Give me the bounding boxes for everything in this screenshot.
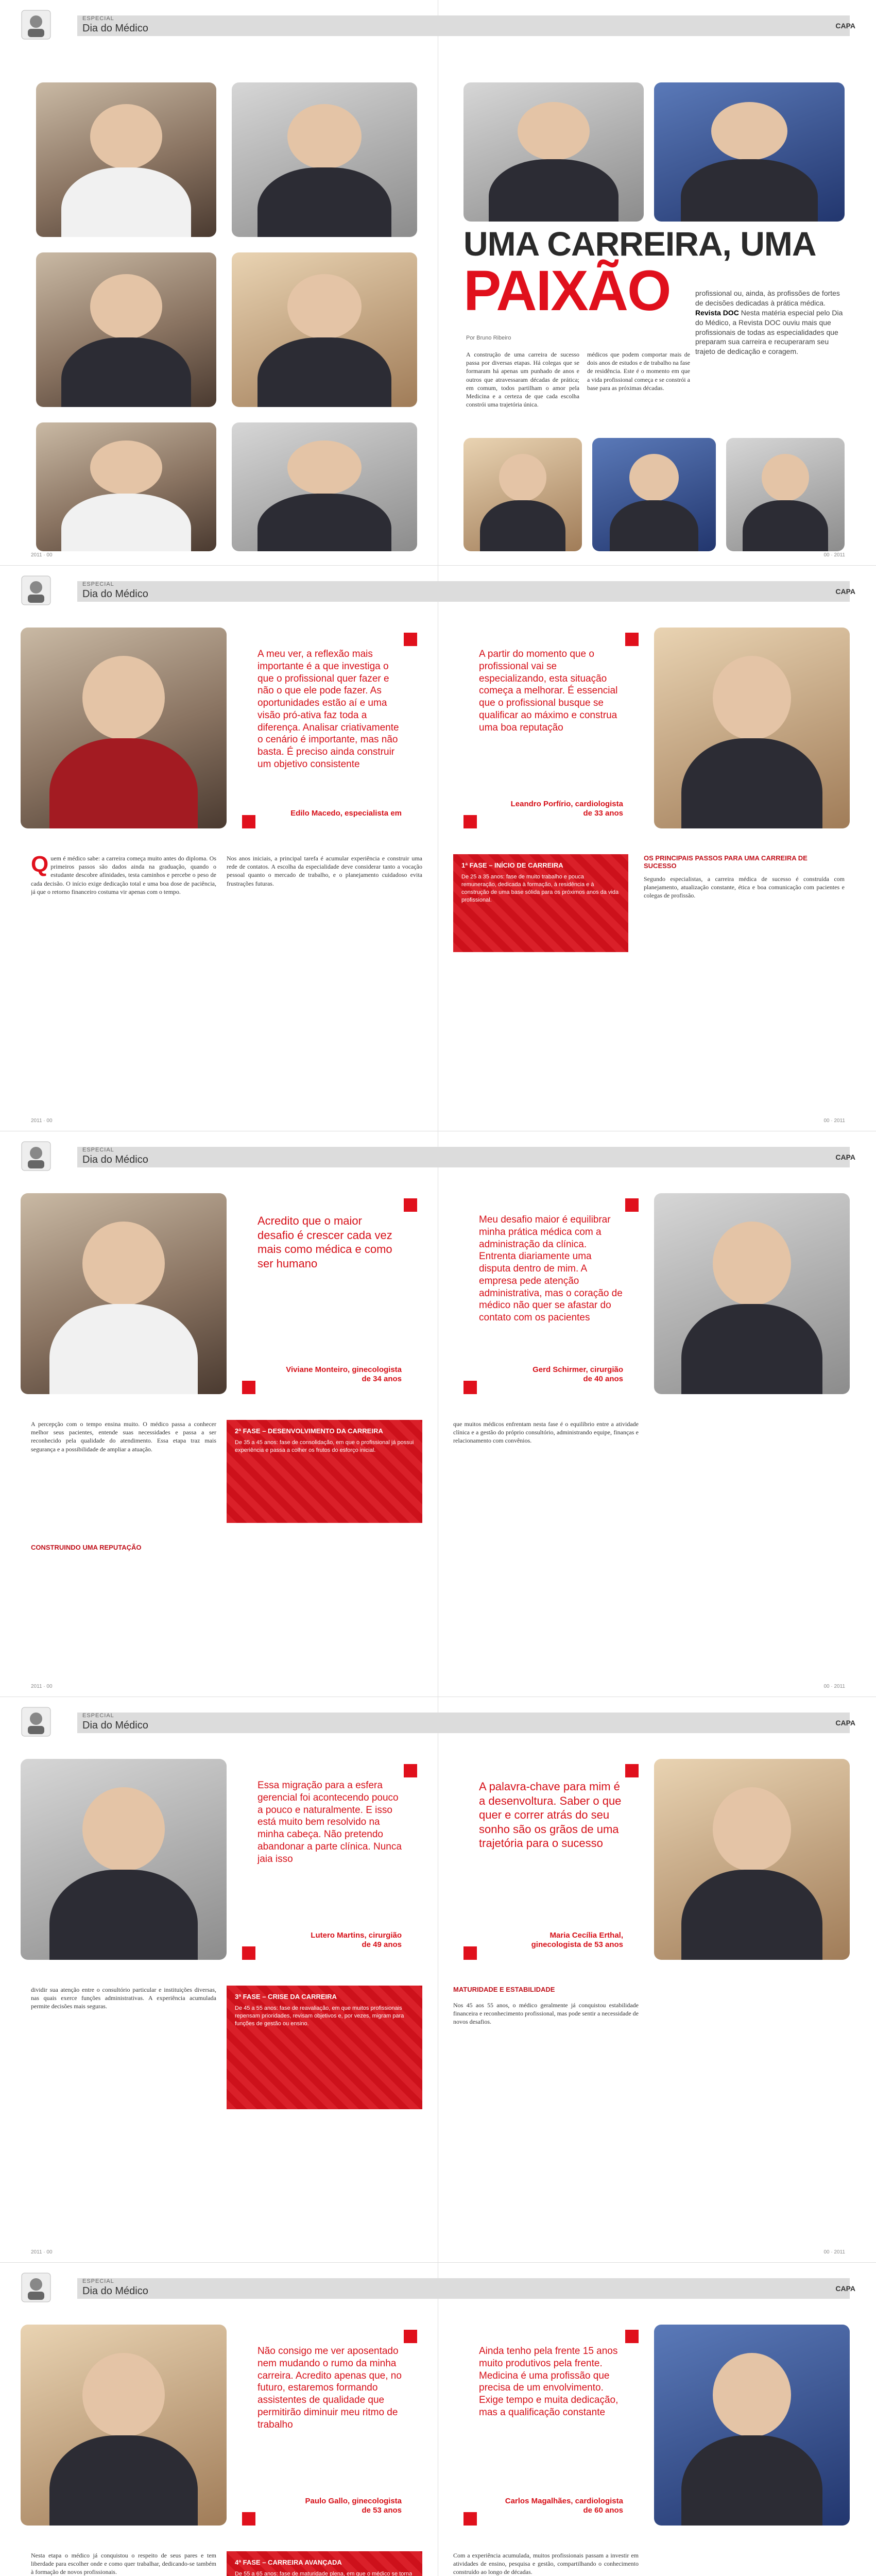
article-column: Com a experiência acumulada, muitos profissionais passam a investir em atividades de ensino, pesquisa e gestão, compartilhando o conhecimento construído ao longo de décadas. bbox=[453, 2552, 639, 2576]
header-kicker: ESPECIAL bbox=[82, 2278, 114, 2284]
portrait-photo bbox=[654, 1759, 850, 1960]
intro-part-a: profissional ou, ainda, às profissões de fortes de decisões dedicadas à prática médica. bbox=[695, 289, 840, 307]
section-subhead: MATURIDADE E ESTABILIDADE bbox=[453, 1986, 555, 1993]
quote-author bbox=[311, 1931, 402, 1950]
article-column: Nesta etapa o médico já conquistou o respeito de seus pares e tem liberdade para escolher onde e como quer trabalhar, dedicando-se também à formação de novos profissionais. bbox=[31, 2552, 216, 2576]
page-footer-right: 00 · 2011 bbox=[823, 1684, 845, 1689]
phase-text: De 55 a 65 anos: fase de maturidade plena, em que o médico se torna bbox=[235, 2571, 413, 2576]
portrait-photo bbox=[21, 628, 227, 828]
article-column: Nos anos iniciais, a principal tarefa é acumular experiência e construir uma rede de contatos. A escolha da especialidade deve considerar tanto a vocação pessoal quanto o mercado de trabalho, e o planejamento cuidadoso evita frustrações futuras. bbox=[227, 855, 422, 887]
author-name: Lutero Martins, cirurgião bbox=[311, 1931, 402, 1940]
author-name: Leandro Porfírio, cardiologista bbox=[510, 800, 623, 808]
quote-author bbox=[286, 1365, 402, 1384]
pull-quote bbox=[242, 2330, 417, 2526]
byline: Por Bruno Ribeiro bbox=[466, 335, 511, 341]
author-name: Maria Cecília Erthal, bbox=[549, 1931, 623, 1940]
author-role: de 40 anos bbox=[583, 1375, 623, 1383]
phase-text: De 25 a 35 anos: fase de muito trabalho e pouca remuneração, dedicada à formação, à residência e à construção de uma base sólida para os próximos anos da vida profissional. bbox=[461, 874, 619, 903]
portrait-photo bbox=[21, 1193, 227, 1394]
spread-1 bbox=[0, 0, 876, 566]
portrait-photo bbox=[21, 2325, 227, 2526]
article-column: médicos que podem comportar mais de dois anos de estudos e de trabalho na fase de residência. Este é o momento em que a vida profissional começa e se constrói a base para as próximas décadas. bbox=[587, 351, 690, 392]
headline-line-2: PAIXÃO bbox=[463, 259, 671, 323]
pull-quote bbox=[463, 633, 639, 828]
page-footer-right: 00 · 2011 bbox=[823, 2249, 845, 2255]
header-band bbox=[77, 1147, 850, 1167]
phase-title: 1ª FASE – INÍCIO DE CARREIRA bbox=[461, 861, 563, 869]
author-role: de 60 anos bbox=[583, 2506, 623, 2515]
portrait-photo bbox=[592, 438, 716, 551]
header-section: Dia do Médico bbox=[82, 588, 148, 600]
phase-text: De 35 a 45 anos: fase de consolidação, em que o profissional já possui experiência e passa a colher os frutos do esforço inicial. bbox=[235, 1439, 414, 1453]
author-role: de 49 anos bbox=[362, 1940, 402, 1949]
quote-text: Ainda tenho pela frente 15 anos muito produtivos pela frente. Medicina é uma profissão que precisa de um envolvimento. Exige tempo e muita dedicação, mas a qualificação constante bbox=[479, 2346, 619, 2418]
page-footer-right: 00 · 2011 bbox=[823, 552, 845, 558]
pull-quote bbox=[242, 1198, 417, 1394]
article-column: que muitos médicos enfrentam nesta fase é o equilíbrio entre a atividade clínica e a gestão do próprio consultório, administrando equipe, finanças e relacionamento com convênios. bbox=[453, 1420, 639, 1445]
author-name: Viviane Monteiro, ginecologista bbox=[286, 1365, 402, 1374]
phase-title: 4ª FASE – CARREIRA AVANÇADA bbox=[235, 2558, 342, 2566]
intro-part-b: Nesta matéria especial pelo Dia do Médico, a Revista DOC ouviu mais que profissionais de todas as especialidades que preparam sua carreira e recuperaram seu trajeto de dedicação e coragem. bbox=[695, 308, 843, 356]
portrait-photo bbox=[36, 82, 216, 237]
header-band bbox=[77, 15, 850, 36]
author-role: de 34 anos bbox=[362, 1375, 402, 1383]
quote-author bbox=[531, 1931, 623, 1950]
phase-box bbox=[227, 1420, 422, 1523]
quote-text: Acredito que o maior desafio é crescer cada vez mais como médica e como ser humano bbox=[257, 1214, 392, 1270]
quote-text: A meu ver, a reflexão mais importante é a que investiga o que o profissional quer fazer e não o que ele pode fazer. As oportunidades estão aí e uma visão pró-ativa faz toda a diferença. Analisar criativamente o cenário é importante, mas não basta. É preciso ainda construir um objetivo consistente bbox=[257, 649, 399, 770]
portrait-photo bbox=[654, 82, 845, 222]
header-section-tag: CAPA bbox=[835, 587, 855, 596]
phase-box bbox=[227, 1986, 422, 2109]
header-band bbox=[77, 581, 850, 602]
magazine-logo-icon bbox=[21, 1141, 51, 1172]
portrait-photo bbox=[232, 252, 417, 407]
quote-text: Não consigo me ver aposentado nem mudando o rumo da minha carreira. Acredito apenas que, no futuro, estaremos formando assistentes de qualidade que permitirão diminuir meu ritmo de trabalho bbox=[257, 2346, 402, 2430]
author-role: de 53 anos bbox=[362, 2506, 402, 2515]
header-section-tag: CAPA bbox=[835, 22, 855, 30]
portrait-photo bbox=[36, 422, 216, 551]
portrait-photo bbox=[463, 82, 644, 222]
author-name: Gerd Schirmer, cirurgião bbox=[533, 1365, 623, 1374]
magazine-logo-icon bbox=[21, 575, 51, 606]
page-footer-left: 2011 · 00 bbox=[31, 1118, 53, 1124]
phase-title: 3ª FASE – CRISE DA CARREIRA bbox=[235, 1993, 337, 2001]
article-column bbox=[31, 854, 216, 1101]
portrait-photo bbox=[654, 1193, 850, 1394]
quote-author bbox=[505, 2497, 623, 2515]
portrait-photo bbox=[36, 252, 216, 407]
header-kicker: ESPECIAL bbox=[82, 1147, 114, 1153]
headline-line-1: UMA CARREIRA, UMA bbox=[463, 225, 816, 263]
spread-3 bbox=[0, 1131, 876, 1697]
section-subhead: OS PRINCIPAIS PASSOS PARA UMA CARREIRA DE SUCESSO bbox=[644, 854, 808, 870]
header-kicker: ESPECIAL bbox=[82, 15, 114, 22]
quote-author bbox=[290, 809, 402, 818]
header-section-tag: CAPA bbox=[835, 2284, 855, 2293]
author-name: Carlos Magalhães, cardiologista bbox=[505, 2497, 623, 2505]
header-section: Dia do Médico bbox=[82, 2285, 148, 2297]
article-column: A percepção com o tempo ensina muito. O médico passa a conhecer melhor seus pacientes, entende suas necessidades e passa a ser reconhecido pela qualidade do atendimento. Essa etapa traz mais segurança e a possibilidade de ampliar a atuação. bbox=[31, 1420, 216, 1453]
quote-text: A palavra-chave para mim é a desenvoltura. Saber o que quer e correr atrás do seu sonho são os grãos de uma trajetória para o sucesso bbox=[479, 1780, 622, 1850]
quote-author bbox=[511, 800, 623, 818]
page-footer-right: 00 · 2011 bbox=[823, 1118, 845, 1124]
quote-text: Essa migração para a esfera gerencial foi acontecendo pouco a pouco e naturalmente. E isso está muito bem resolvido na minha cabeça. Não pretendo abandonar a parte clínica. Nunca jaia isso bbox=[257, 1780, 402, 1865]
header-section: Dia do Médico bbox=[82, 1720, 148, 1731]
spread-2 bbox=[0, 566, 876, 1131]
column-text: uem é médico sabe: a carreira começa muito antes do diploma. Os primeiros passos são dados ainda na graduação, quando o estudante descobre afinidades, testa caminhos e percebe o peso de cada decisão. O início exige dedicação total e uma boa dose de paciência, já que o retorno financeiro costuma vir apenas com o tempo. bbox=[31, 855, 216, 895]
phase-title: 2ª FASE – DESENVOLVIMENTO DA CARREIRA bbox=[235, 1427, 383, 1435]
portrait-photo bbox=[232, 82, 417, 237]
portrait-photo bbox=[21, 1759, 227, 1960]
pull-quote bbox=[242, 1764, 417, 1960]
portrait-photo bbox=[232, 422, 417, 551]
quote-text: Meu desafio maior é equilibrar minha prática médica com a administração da clínica. Entrenta diariamente uma disputa dentro de mim. A empresa pede atenção administrativa, mas o coração de médico não quer se afastar do contato com os pacientes bbox=[479, 1214, 623, 1323]
intro-text bbox=[695, 289, 845, 357]
phase-text: De 45 a 55 anos: fase de reavaliação, em que muitos profissionais repensam prioridades, revisam objetivos e, por vezes, migram para funções de gestão ou ensino. bbox=[235, 2005, 404, 2027]
page-footer-left: 2011 · 00 bbox=[31, 1684, 53, 1689]
intro-bold: Revista DOC bbox=[695, 308, 739, 317]
header-section: Dia do Médico bbox=[82, 23, 148, 34]
portrait-photo bbox=[726, 438, 845, 551]
spread-4 bbox=[0, 1697, 876, 2263]
article-column: Segundo especialistas, a carreira médica de sucesso é construída com planejamento, atualização constante, ética e boa comunicação com pacientes e colegas de profissão. bbox=[644, 875, 845, 900]
pull-quote bbox=[463, 1198, 639, 1394]
quote-author bbox=[533, 1365, 623, 1384]
header-section: Dia do Médico bbox=[82, 1154, 148, 1165]
phase-box bbox=[227, 2551, 422, 2576]
author-role: de 33 anos bbox=[583, 809, 623, 818]
article-column: dividir sua atenção entre o consultório particular e instituições diversas, nas quais exerce funções administrativas. A experiência acumulada permite decisões mais seguras. bbox=[31, 1986, 216, 2010]
portrait-photo bbox=[463, 438, 582, 551]
section-subhead: CONSTRUINDO UMA REPUTAÇÃO bbox=[31, 1544, 142, 1551]
header-band bbox=[77, 2278, 850, 2299]
header-band bbox=[77, 1713, 850, 1733]
pull-quote bbox=[463, 1764, 639, 1960]
magazine-logo-icon bbox=[21, 2272, 51, 2303]
page-footer-left: 2011 · 00 bbox=[31, 552, 53, 558]
author-name: Edilo Macedo, especialista em bbox=[290, 809, 402, 818]
quote-author bbox=[305, 2497, 402, 2515]
portrait-photo bbox=[654, 628, 850, 828]
page-footer-left: 2011 · 00 bbox=[31, 2249, 53, 2255]
drop-cap: Q bbox=[31, 854, 49, 877]
quote-text: A partir do momento que o profissional vai se especializando, esta situação começa a melhorar. É essencial que o profissional busque se qualificar ao máximo e construa uma boa reputação bbox=[479, 649, 618, 733]
portrait-photo bbox=[654, 2325, 850, 2526]
magazine-logo-icon bbox=[21, 1706, 51, 1737]
article-column: A construção de uma carreira de sucesso passa por diversas etapas. Há colegas que se formaram há apenas um punhado de anos e outros que atravessaram décadas de prática; em comum, todos partilham o amor pela Medicina e a certeza de que cada escolha constrói uma trajetória única. bbox=[466, 351, 579, 409]
article-column: Nos 45 aos 55 anos, o médico geralmente já conquistou estabilidade financeira e reconhecimento profissional, mas pode sentir a necessidade de novos desafios. bbox=[453, 2002, 639, 2026]
header-kicker: ESPECIAL bbox=[82, 1713, 114, 1719]
pull-quote bbox=[242, 633, 417, 828]
header-section-tag: CAPA bbox=[835, 1153, 855, 1161]
header-kicker: ESPECIAL bbox=[82, 581, 114, 587]
author-role: ginecologista de 53 anos bbox=[531, 1940, 623, 1949]
header-section-tag: CAPA bbox=[835, 1719, 855, 1727]
magazine-logo-icon bbox=[21, 9, 51, 40]
pull-quote bbox=[463, 2330, 639, 2526]
spread-5 bbox=[0, 2263, 876, 2576]
phase-box bbox=[453, 854, 628, 952]
author-name: Paulo Gallo, ginecologista bbox=[305, 2497, 402, 2505]
